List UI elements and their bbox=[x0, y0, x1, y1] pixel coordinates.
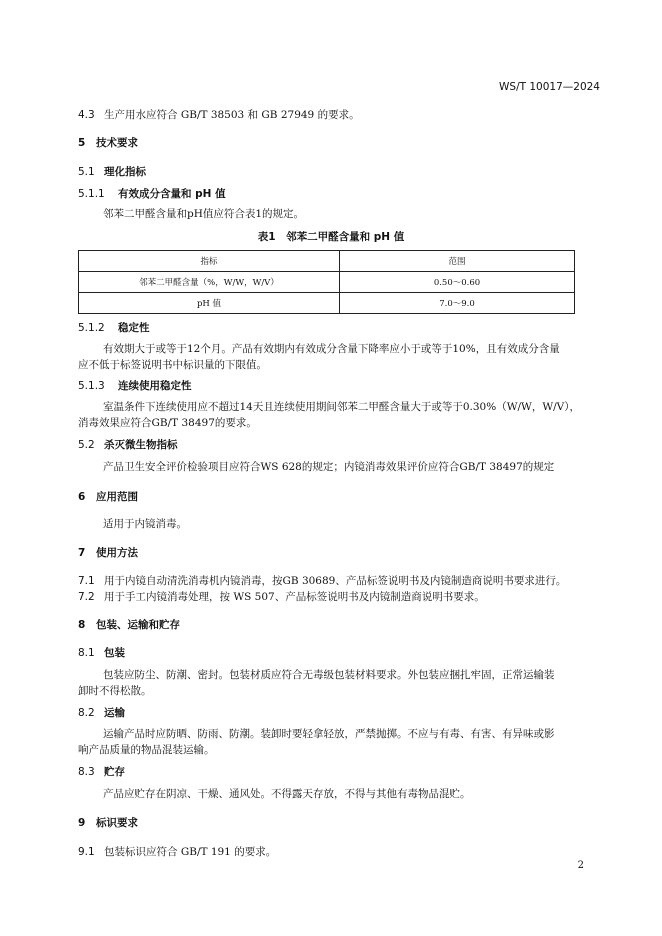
table-row bbox=[79, 272, 575, 293]
section-title: 使用方法 bbox=[96, 547, 138, 559]
table-header-row bbox=[79, 251, 575, 272]
clause-number: 7.2 bbox=[78, 591, 95, 603]
section-7-heading bbox=[78, 545, 138, 560]
section-5-1-2-heading bbox=[78, 320, 150, 335]
section-8-heading bbox=[78, 617, 180, 632]
section-6-body: 适用于内镜消毒。 bbox=[103, 518, 187, 530]
clause-4-3 bbox=[78, 107, 360, 123]
section-5-1-3-heading bbox=[78, 378, 192, 393]
section-5-1-2-body-line1: 有效期大于或等于12个月。产品有效期内有效成分含量下降率应小于或等于10%，且有效成分含量 bbox=[103, 343, 560, 355]
section-8-1-body-line1: 包装应防尘、防潮、密封。包装材质应符合无毒级包装材料要求。外包装应捆扎牢固，正常运输装 bbox=[103, 669, 555, 681]
clause-number: 7.1 bbox=[78, 575, 95, 587]
section-title: 包装、运输和贮存 bbox=[96, 619, 180, 631]
section-number: 7 bbox=[78, 547, 86, 559]
section-number: 5.1.1 bbox=[78, 188, 105, 200]
table-row bbox=[79, 293, 575, 314]
section-8-3-body: 产品应贮存在阴凉、干燥、通风处。不得露天存放，不得与其他有毒物品混贮。 bbox=[103, 788, 471, 800]
section-title: 稳定性 bbox=[118, 322, 150, 334]
section-number: 5.1.3 bbox=[78, 380, 105, 392]
table-cell: 0.50～0.60 bbox=[340, 272, 575, 293]
section-title: 杀灭微生物指标 bbox=[104, 439, 178, 451]
section-8-2-heading bbox=[78, 705, 125, 720]
section-title: 应用范围 bbox=[96, 491, 138, 503]
clause-number: 4.3 bbox=[78, 109, 95, 121]
section-number: 8.1 bbox=[78, 647, 95, 659]
section-8-2-body-line2: 响产品质量的物品混装运输。 bbox=[78, 744, 215, 756]
section-number: 9 bbox=[78, 817, 86, 829]
section-8-1-heading bbox=[78, 645, 125, 660]
section-5-1-heading bbox=[78, 164, 146, 179]
clause-text: 用于手工内镜消毒处理，按 WS 507、产品标签说明书及内镜制造商说明书要求。 bbox=[104, 591, 485, 603]
section-title: 标识要求 bbox=[96, 817, 138, 829]
section-5-1-1-heading bbox=[78, 186, 226, 201]
clause-text: 包装标识应符合 GB/T 191 的要求。 bbox=[104, 846, 277, 858]
section-number: 8.3 bbox=[78, 766, 95, 778]
section-number: 5.1.2 bbox=[78, 322, 105, 334]
clause-7-2 bbox=[78, 589, 485, 605]
section-number: 5.1 bbox=[78, 166, 95, 178]
section-number: 6 bbox=[78, 491, 86, 503]
section-number: 8 bbox=[78, 619, 86, 631]
table-cell: 邻苯二甲醛含量（%，W/W，W/V） bbox=[79, 272, 340, 293]
section-8-3-heading bbox=[78, 764, 125, 779]
standard-code: WS/T 10017—2024 bbox=[499, 81, 600, 93]
section-number: 5 bbox=[78, 137, 86, 149]
section-number: 8.2 bbox=[78, 707, 95, 719]
section-6-heading bbox=[78, 489, 138, 504]
section-5-2-heading bbox=[78, 437, 178, 452]
section-title: 理化指标 bbox=[104, 166, 146, 178]
section-5-heading bbox=[78, 135, 138, 150]
clause-text: 生产用水应符合 GB/T 38503 和 GB 27949 的要求。 bbox=[104, 109, 360, 121]
clause-text: 用于内镜自动清洗消毒机内镜消毒，按GB 30689、产品标签说明书及内镜制造商说明书要求进行。 bbox=[104, 575, 567, 587]
table-header-cell: 指标 bbox=[79, 251, 340, 272]
section-number: 5.2 bbox=[78, 439, 95, 451]
section-8-2-body-line1: 运输产品时应防晒、防雨、防潮。装卸时要轻拿轻放，严禁抛掷。不应与有毒、有害、有异味或影 bbox=[103, 728, 555, 740]
section-5-1-3-body-line1: 室温条件下连续使用应不超过14天且连续使用期间邻苯二甲醛含量大于或等于0.30%（W/W，W/V）， bbox=[103, 401, 580, 413]
section-8-1-body-line2: 卸时不得松散。 bbox=[78, 685, 152, 697]
section-title: 连续使用稳定性 bbox=[118, 380, 192, 392]
section-title: 包装 bbox=[104, 647, 125, 659]
section-title: 运输 bbox=[104, 707, 125, 719]
clause-number: 9.1 bbox=[78, 846, 95, 858]
section-5-2-body: 产品卫生安全评价检验项目应符合WS 628的规定；内镜消毒效果评价应符合GB/T 38497的规定 bbox=[103, 461, 555, 473]
section-5-1-2-body-line2: 应不低于标签说明书中标识量的下限值。 bbox=[78, 359, 267, 371]
section-title: 有效成分含量和 pH 值 bbox=[118, 188, 226, 200]
table-caption: 表1 邻苯二甲醛含量和 pH 值 bbox=[257, 231, 405, 243]
clause-9-1 bbox=[78, 844, 276, 860]
page-number: 2 bbox=[577, 860, 584, 871]
clause-7-1 bbox=[78, 573, 566, 589]
table-cell: pH 值 bbox=[79, 293, 340, 314]
section-9-heading bbox=[78, 815, 138, 830]
section-title: 贮存 bbox=[104, 766, 125, 778]
section-5-1-1-body: 邻苯二甲醛含量和pH值应符合表1的规定。 bbox=[103, 208, 305, 220]
table-1 bbox=[78, 250, 575, 314]
section-title: 技术要求 bbox=[96, 137, 138, 149]
section-5-1-3-body-line2: 消毒效果应符合GB/T 38497的要求。 bbox=[78, 417, 257, 429]
table-cell: 7.0～9.0 bbox=[340, 293, 575, 314]
table-header-cell: 范围 bbox=[340, 251, 575, 272]
